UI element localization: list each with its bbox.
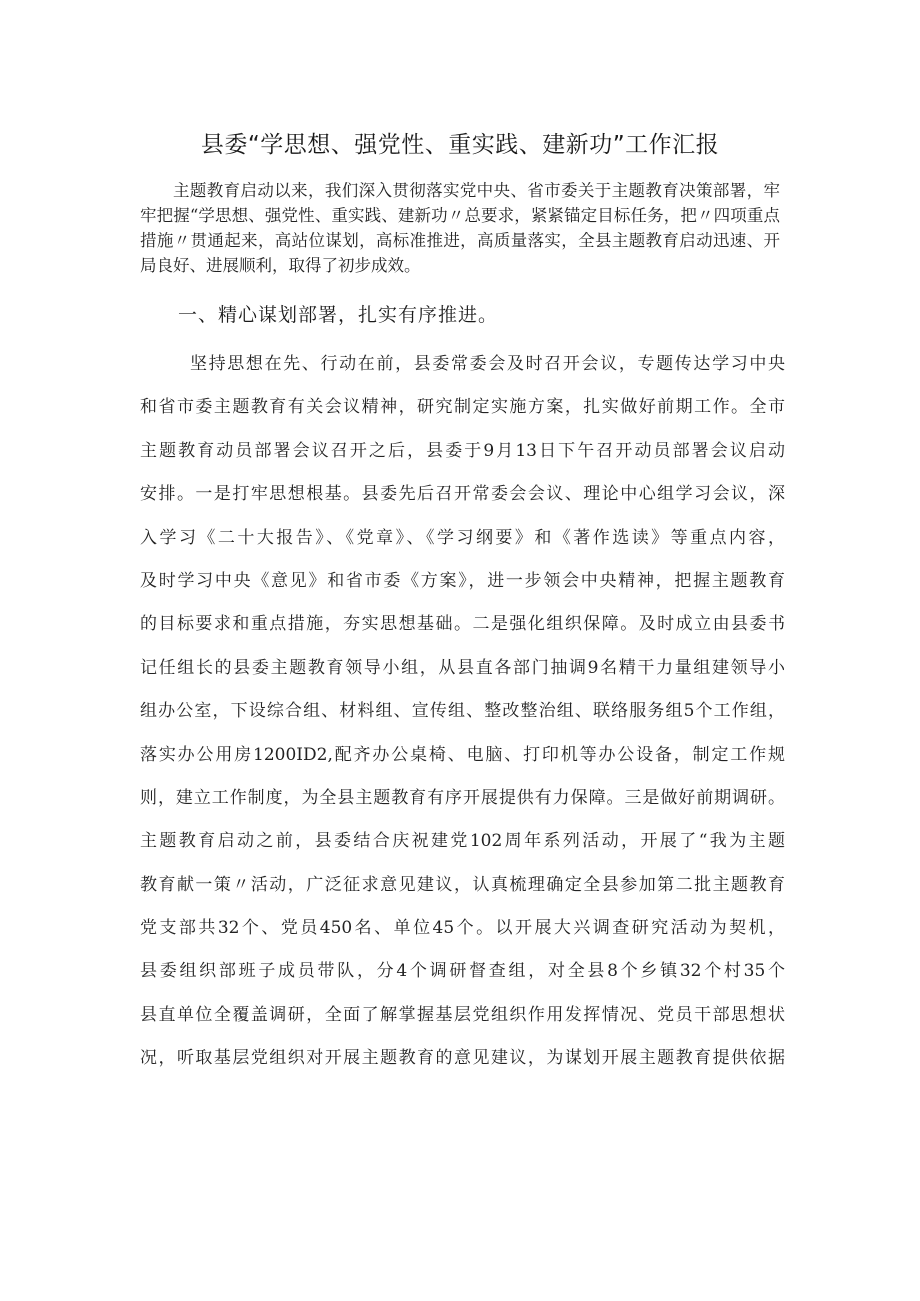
body-line: 记任组长的县委主题教育领导小组，从县直各部门抽调9名精干力量组建领导小: [140, 657, 785, 678]
body-line: 主题教育启动之前，县委结合庆祝建党102周年系列活动，开展了“我为主题: [140, 831, 785, 852]
body-line: 县委组织部班子成员带队，分4个调研督查组，对全县8个乡镇32个村35个: [140, 961, 785, 982]
body-line: 及时学习中央《意见》和省市委《方案》，进一步领会中央精神，把握主题教育: [140, 570, 785, 591]
body-line: 主题教育动员部署会议召开之后，县委于9月13日下午召开动员部署会议启动: [140, 440, 785, 461]
body-line: 况，听取基层党组织对开展主题教育的意见建议，为谋划开展主题教育提供依据: [140, 1048, 785, 1069]
body-line: 则，建立工作制度，为全县主题教育有序开展提供有力保障。三是做好前期调研。: [140, 787, 785, 808]
body-line: 和省市委主题教育有关会议精神，研究制定实施方案，扎实做好前期工作。全市: [140, 397, 785, 418]
body-line: 安排。一是打牢思想根基。县委先后召开常委会会议、理论中心组学习会议，深: [140, 484, 785, 505]
body-line: 县直单位全覆盖调研，全面了解掌握基层党组织作用发挥情况、党员干部思想状: [140, 1004, 785, 1025]
body-line: 坚持思想在先、行动在前，县委常委会及时召开会议，专题传达学习中央: [190, 354, 785, 374]
body-line: 党支部共32个、党员450名、单位45个。以开展大兴调查研究活动为契机，: [140, 918, 785, 939]
intro-paragraph: 主题教育启动以来，我们深入贯彻落实党中央、省市委关于主题教育决策部署，牢牢把握“学思想、强党性、重实践、建新功〃总要求，紧紧锚定目标任务，把〃四项重点措施〃贯通起来，高站位谋划，高标准推进，高质量落实，全县主题教育启动迅速、开局良好、进展顺利，取得了初步成效。: [140, 181, 780, 275]
document-title: 县委“学思想、强党性、重实践、建新功”工作汇报: [200, 132, 720, 158]
body-line: 组办公室，下设综合组、材料组、宣传组、整改整治组、联络服务组5个工作组，: [140, 701, 785, 722]
section-body: [140, 343, 785, 1081]
body-line: 的目标要求和重点措施，夯实思想基础。二是强化组织保障。及时成立由县委书: [140, 614, 785, 635]
body-line: 落实办公用房1200ID2,配齐办公桌椅、电脑、打印机等办公设备，制定工作规: [140, 744, 785, 765]
body-line: 教育献一策〃活动，广泛征求意见建议，认真梳理确定全县参加第二批主题教育: [140, 874, 785, 895]
section-heading: 一、精心谋划部署，扎实有序推进。: [178, 304, 499, 326]
body-line: 入学习《二十大报告》、《党章》、《学习纲要》和《著作选读》等重点内容，: [140, 527, 785, 548]
